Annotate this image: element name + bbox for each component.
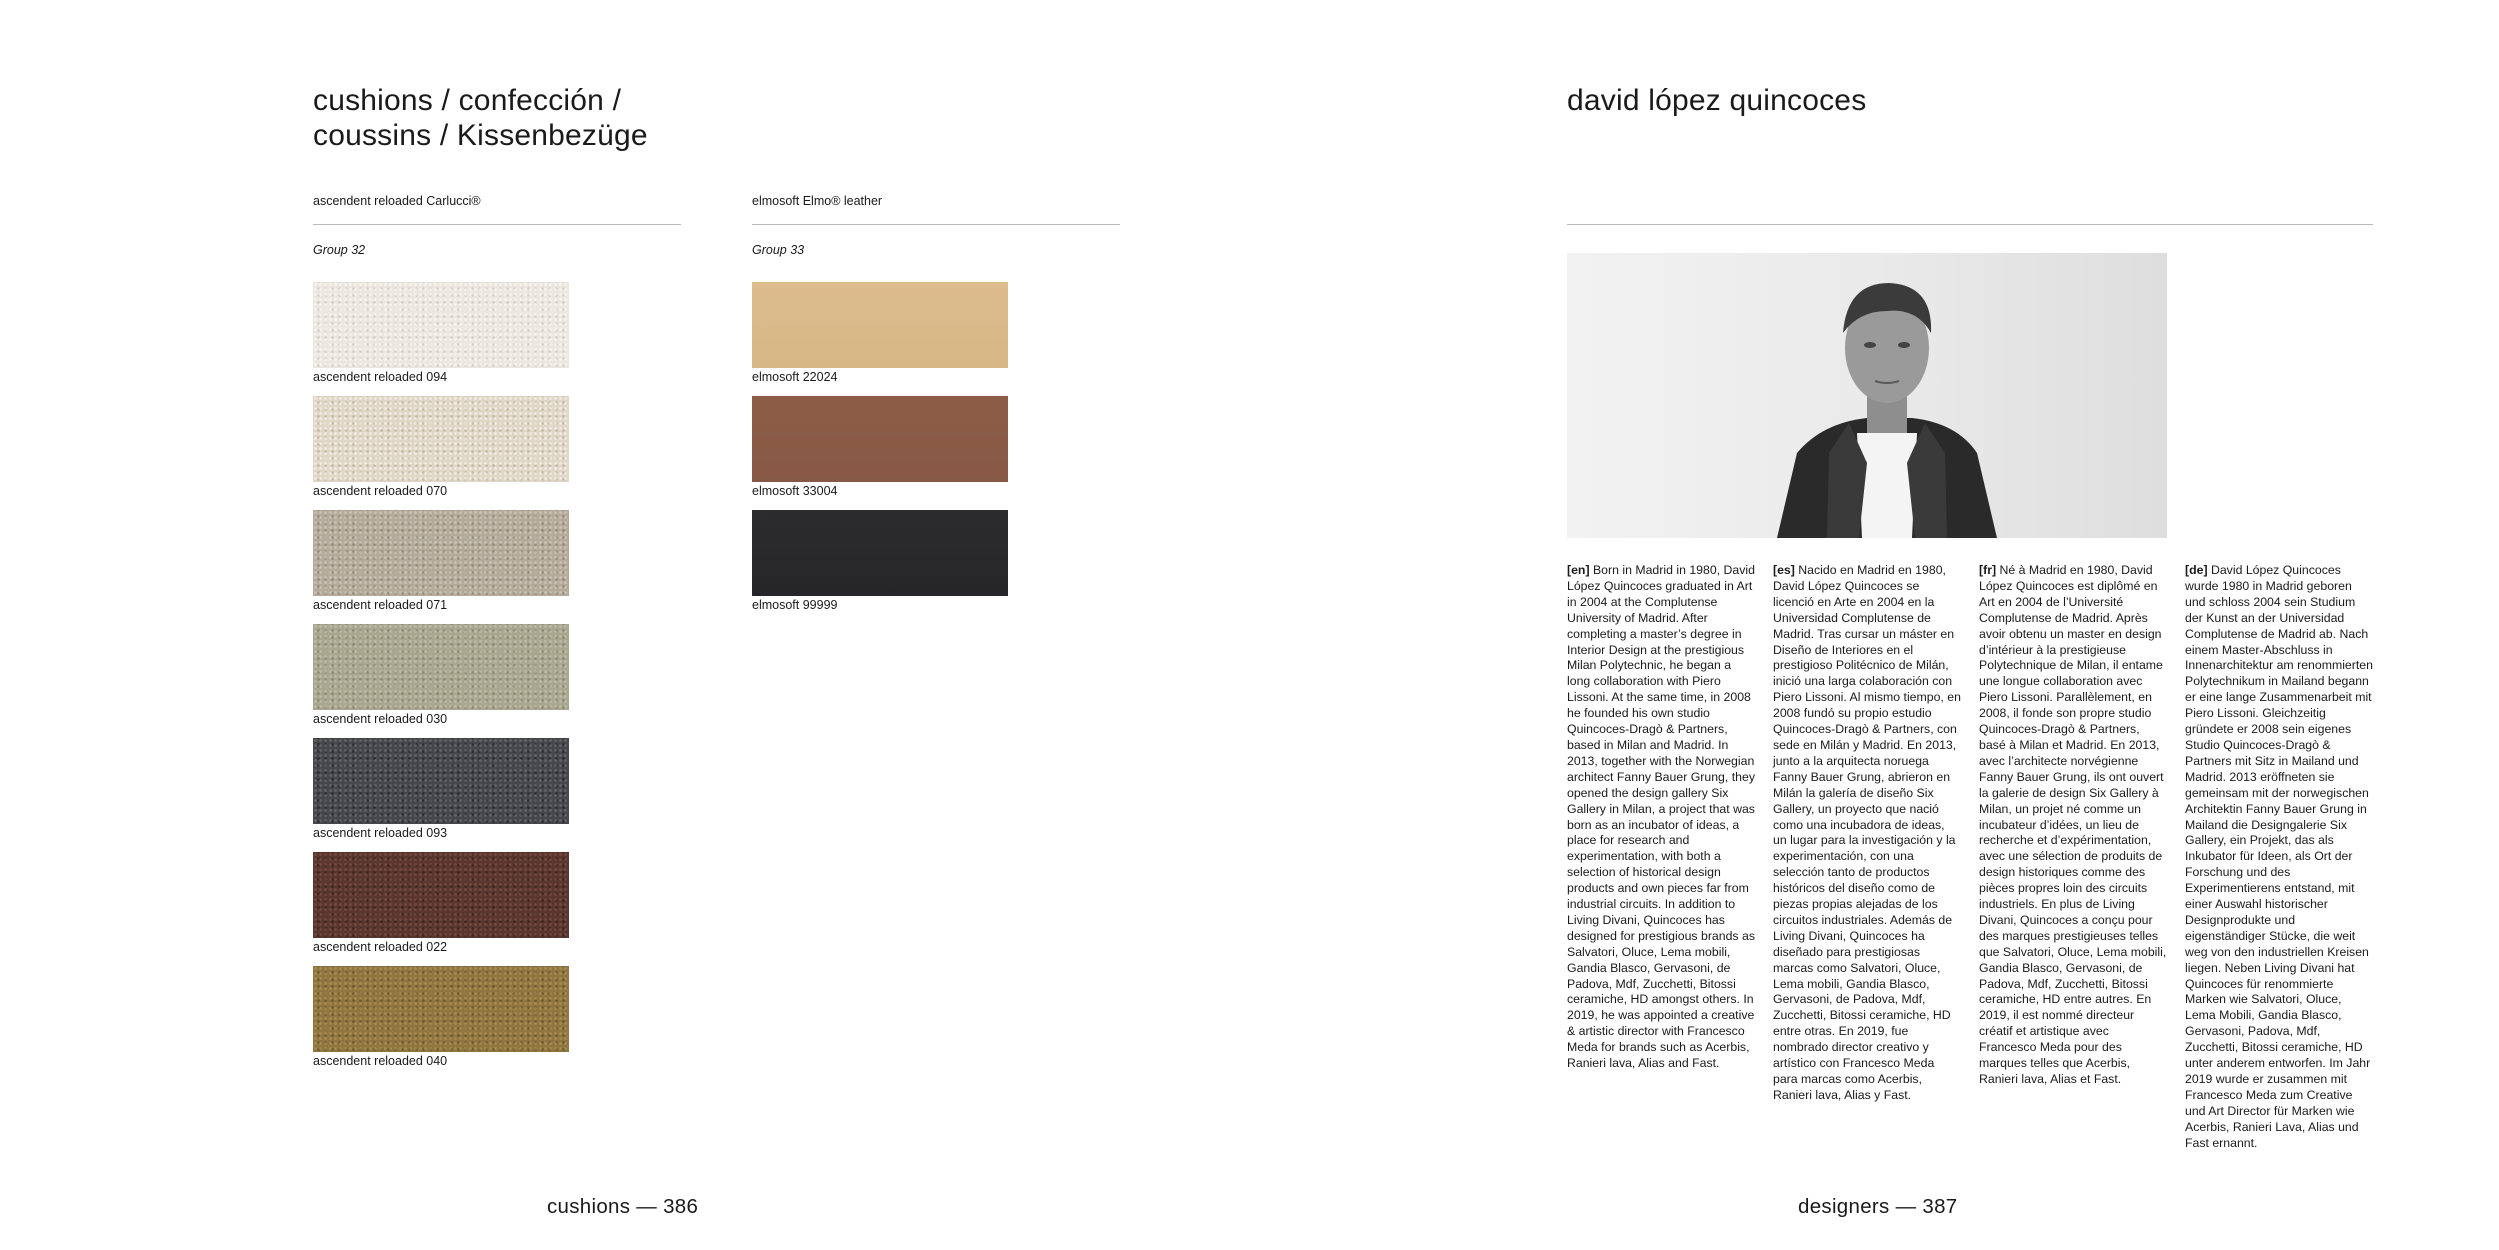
swatch-ascendent-094 [313, 282, 569, 368]
swatch-label: ascendent reloaded 094 [313, 370, 448, 384]
swatch-label: ascendent reloaded 022 [313, 940, 448, 954]
swatch-elmosoft-33004 [752, 396, 1008, 482]
swatch-ascendent-071 [313, 510, 569, 596]
swatch-elmosoft-22024 [752, 282, 1008, 368]
bio-de [2185, 563, 2373, 1152]
swatch-label: elmosoft 33004 [752, 484, 838, 498]
title-line-2: coussins / Kissenbezüge [313, 119, 648, 152]
title-line-1: cushions / confección / [313, 84, 622, 117]
column-header-elmosoft: elmosoft Elmo® leather [752, 194, 883, 208]
group-label: Group 32 [313, 243, 366, 257]
swatch-label: ascendent reloaded 071 [313, 598, 448, 612]
group-label: Group 33 [752, 243, 805, 257]
divider [752, 224, 1120, 225]
bio-text-de: David López Quincoces wurde 1980 in Madrid geboren und schloss 2004 sein Studium der Kunst an der Universidad Complutense de Madrid ab. Nach einem Master-Abschluss in Innenarchitektur am renommierten Polytechnikum in Mailand begann er eine lange Zusammenarbeit mit Piero Lissoni. Gleichzeitig gründete er 2008 sein eigenes Studio Quincoces-Dragò & Partners mit Sitz in Mailand und Madrid. 2013 eröffneten sie gemeinsam mit der norwegischen Architektin Fanny Bauer Grung in Mailand die Designgalerie Six Gallery, ein Projekt, das als Inkubator für Ideen, als Ort der Forschung und des Experimentierens entstand, mit einer Auswahl historischer Designprodukte und eigenständiger Stücke, die weit weg von den industriellen Kreisen liegen. Neben Living Divani hat Quincoces für renommierte Marken wie Salvatori, Oluce, Lema Mobili, Gandia Blasco, Gervasoni, Padova, Mdf, Zucchetti, Bitossi ceramiche, HD unter anderem entworfen. Im Jahr 2019 wurde er zusammen mit Francesco Meda zum Creative und Art Director für Marken wie Acerbis, Ranieri Lava, Alias und Fast ernannt. [2185, 563, 2373, 1150]
portrait-illustration [1567, 253, 2167, 538]
page-footer-right: designers — 387 [1798, 1195, 1958, 1218]
swatch-label: elmosoft 22024 [752, 370, 838, 384]
bio-text-en: Born in Madrid in 1980, David López Quincoces graduated in Art in 2004 at the Complutense University of Madrid. After completing a master’s degree in Interior Design at the prestigious Milan Polytechnic, he began a long collaboration with Piero Lissoni. At the same time, in 2008 he founded his own studio Quincoces-Dragò & Partners, based in Milan and Madrid. In 2013, together with the Norwegian architect Fanny Bauer Grung, they opened the design gallery Six Gallery in Milan, a project that was born as an incubator of ideas, a place for research and experimentation, with both a selection of historical design products and own pieces far from industrial circuits. In addition to Living Divani, Quincoces has designed for prestigious brands as Salvatori, Oluce, Lema mobili, Gandia Blasco, Gervasoni, de Padova, Mdf, Zucchetti, Bitossi ceramiche, HD amongst others. In 2019, he was appointed a creative & artistic director with Francesco Meda for brands such as Acerbis, Ranieri lava, Alias and Fast. [1567, 563, 1755, 1071]
divider [1567, 224, 2373, 225]
bio-lang-fr: [fr] [1979, 563, 1997, 577]
swatch-label: elmosoft 99999 [752, 598, 838, 612]
divider [313, 224, 681, 225]
swatch-ascendent-070 [313, 396, 569, 482]
swatch-label: ascendent reloaded 070 [313, 484, 448, 498]
swatch-label: ascendent reloaded 030 [313, 712, 448, 726]
page-title-designer: david lópez quincoces [1567, 84, 1867, 117]
bio-text-fr: Né à Madrid en 1980, David López Quincoces est diplômé en Art en 2004 de l’Université Complutense de Madrid. Après avoir obtenu un master en design d’intérieur à la prestigieuse Polytechnique de Milan, il entame une longue collaboration avec Piero Lissoni. Parallèlement, en 2008, il fonde son propre studio Quincoces-Dragò & Partners, basé à Milan et Madrid. En 2013, avec l’architecte norvégienne Fanny Bauer Grung, ils ont ouvert la galerie de design Six Gallery à Milan, un projet né comme un incubateur d’idées, un lieu de recherche et d’expérimentation, avec une sélection de produits de design historiques comme des pièces propres loin des circuits industriels. En plus de Living Divani, Quincoces a conçu pour des marques prestigieuses telles que Salvatori, Oluce, Lema mobili, Gandia Blasco, Gervasoni, de Padova, Mdf, Zucchetti, Bitossi ceramiche, HD entre autres. En 2019, il est nommé directeur créatif et artistique avec Francesco Meda pour des marques telles que Acerbis, Ranieri lava, Alias et Fast. [1979, 563, 2167, 1086]
page-footer-left: cushions — 386 [547, 1195, 699, 1218]
designer-portrait [1567, 253, 2167, 538]
swatch-label: ascendent reloaded 040 [313, 1054, 448, 1068]
bio-lang-es: [es] [1773, 563, 1795, 577]
swatch-ascendent-030 [313, 624, 569, 710]
bio-lang-en: [en] [1567, 563, 1590, 577]
swatch-ascendent-093 [313, 738, 569, 824]
bio-lang-de: [de] [2185, 563, 2208, 577]
swatch-ascendent-040 [313, 966, 569, 1052]
swatch-elmosoft-99999 [752, 510, 1008, 596]
bio-fr [1979, 563, 2167, 1088]
page-title-cushions [313, 83, 648, 153]
bio-en [1567, 563, 1755, 1072]
bio-text-es: Nacido en Madrid en 1980, David López Quincoces se licenció en Arte en 2004 en la Universidad Complutense de Madrid. Tras cursar un máster en Diseño de Interiores en el prestigioso Politécnico de Milán, inició una larga colaboración con Piero Lissoni. Al mismo tiempo, en 2008 fundó su propio estudio Quincoces-Dragò & Partners, con sede en Milán y Madrid. En 2013, junto a la arquitecta noruega Fanny Bauer Grung, abrieron en Milán la galería de diseño Six Gallery, un proyecto que nació como una incubadora de ideas, un lugar para la investigación y la experimentación, con una selección tanto de productos históricos del diseño como de piezas propias alejadas de los circuitos industriales. Además de Living Divani, Quincoces ha diseñado para prestigiosas marcas como Salvatori, Oluce, Lema mobili, Gandia Blasco, Gervasoni, de Padova, Mdf, Zucchetti, Bitossi ceramiche, HD entre otras. En 2019, fue nombrado director creativo y artístico con Francesco Meda para marcas como Acerbis, Ranieri lava, Alias y Fast. [1773, 563, 1961, 1102]
swatch-label: ascendent reloaded 093 [313, 826, 448, 840]
column-header-ascendent: ascendent reloaded Carlucci® [313, 194, 481, 208]
swatch-ascendent-022 [313, 852, 569, 938]
bio-es [1773, 563, 1961, 1104]
